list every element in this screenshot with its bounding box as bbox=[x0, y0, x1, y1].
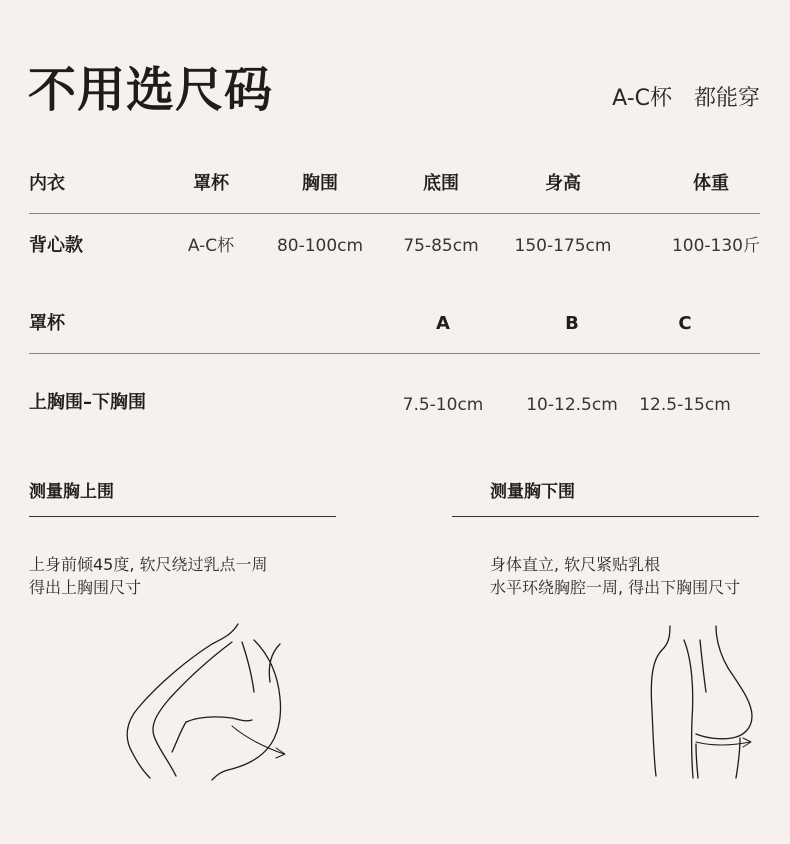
cup-b-value: 10-12.5cm bbox=[526, 395, 618, 415]
cell-weight: 100-130斤 bbox=[671, 236, 760, 256]
section-divider bbox=[29, 516, 336, 517]
measure-lower-title: 测量胸下围 bbox=[490, 482, 575, 502]
col-header-height: 身高 bbox=[545, 173, 581, 194]
measure-lower-line2: 水平环绕胸腔一周, 得出下胸围尺寸 bbox=[490, 578, 741, 597]
measure-lower-line1: 身体直立, 软尺紧贴乳根 bbox=[490, 555, 661, 574]
cup-c-header: C bbox=[678, 313, 692, 334]
measure-upper-line1: 上身前倾45度, 软尺绕过乳点一周 bbox=[29, 555, 268, 574]
page-title: 不用选尺码 bbox=[28, 62, 274, 118]
cell-bust: 80-100cm bbox=[276, 236, 364, 256]
cup-c-value: 12.5-15cm bbox=[639, 395, 731, 415]
col-header-underbust: 底围 bbox=[423, 173, 459, 194]
col-header-cup: 罩杯 bbox=[193, 173, 229, 194]
bust-difference-label: 上胸围–下胸围 bbox=[29, 392, 146, 413]
measure-upper-title: 测量胸上围 bbox=[29, 482, 114, 502]
cup-a-value: 7.5-10cm bbox=[402, 395, 484, 415]
row-label-vest: 背心款 bbox=[29, 235, 83, 256]
bust-measure-leaning-illustration bbox=[120, 620, 300, 785]
measure-upper-line2: 得出上胸围尺寸 bbox=[29, 578, 142, 597]
cup-range-subtitle: A-C杯 都能穿 bbox=[612, 86, 760, 111]
col-header-underwear: 内衣 bbox=[29, 173, 65, 194]
cell-height: 150-175cm bbox=[514, 236, 612, 256]
cup-label: 罩杯 bbox=[29, 313, 65, 334]
table-divider bbox=[29, 213, 760, 214]
table-divider bbox=[29, 353, 760, 354]
col-header-bust: 胸围 bbox=[302, 173, 338, 194]
cup-b-header: B bbox=[565, 313, 579, 334]
underbust-measure-standing-illustration bbox=[640, 620, 765, 780]
col-header-weight: 体重 bbox=[693, 173, 729, 194]
cell-cup: A-C杯 bbox=[187, 236, 235, 256]
section-divider bbox=[452, 516, 759, 517]
cup-a-header: A bbox=[436, 313, 450, 334]
cell-underbust: 75-85cm bbox=[403, 236, 479, 256]
